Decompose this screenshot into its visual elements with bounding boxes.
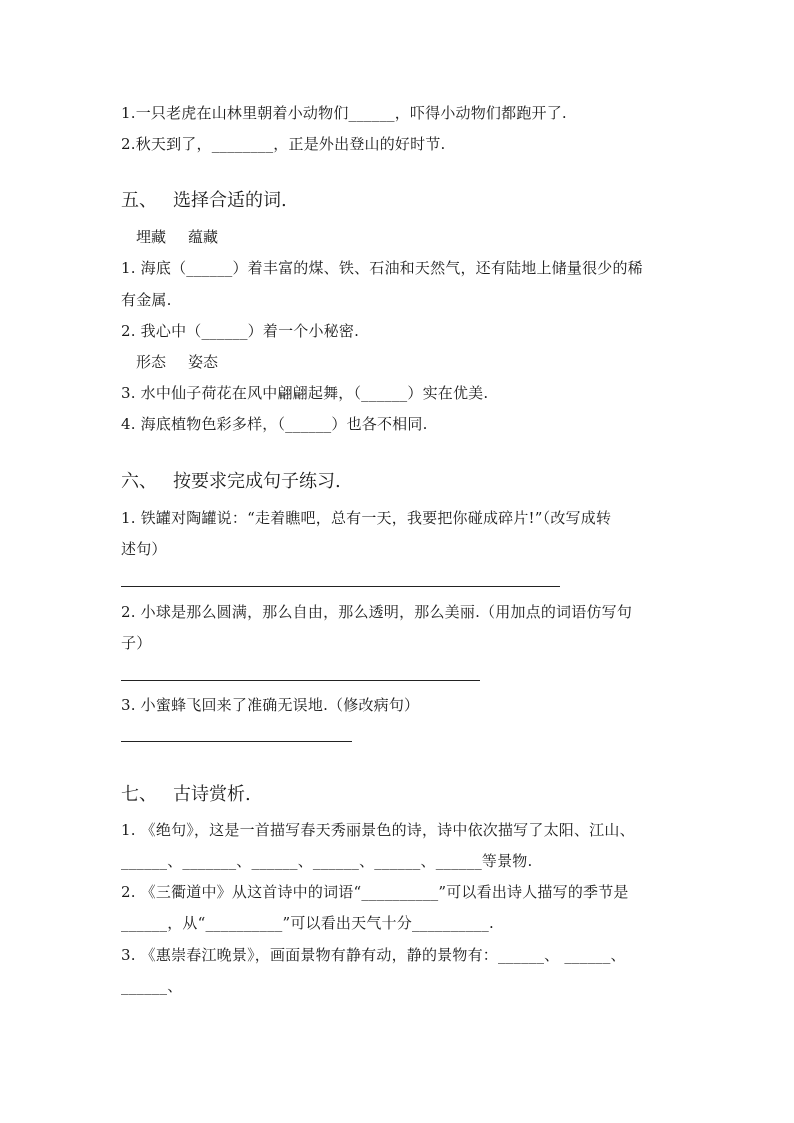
word-choice: 形态 [136, 353, 167, 371]
section-7-title: 古诗赏析. [173, 784, 251, 805]
section-6-title: 按要求完成句子练习. [173, 471, 341, 492]
s7-question-2-cont: ______，从“__________”可以看出天气十分__________. [121, 914, 494, 932]
s5-word-choices-1 [136, 227, 218, 247]
s5-question-4: 4. 海底植物色彩多样，（______）也各不相同. [121, 415, 428, 433]
s5-question-3: 3. 水中仙子荷花在风中翩翩起舞，（______）实在优美. [121, 384, 489, 402]
section-5-number: 五、 [121, 190, 157, 211]
answer-line-1[interactable] [121, 586, 560, 587]
s5-question-1: 1. 海底（______）着丰富的煤、铁、石油和天然气，还有陆地上储量很少的稀 [121, 259, 643, 277]
s7-question-1: 1. 《绝句》，这是一首描写春天秀丽景色的诗，诗中依次描写了太阳、江山、 [121, 821, 635, 839]
section-5-heading [121, 189, 287, 213]
section-6-number: 六、 [121, 471, 157, 492]
section-6-heading [121, 470, 341, 494]
section-7-number: 七、 [121, 784, 157, 805]
section-7-heading [121, 783, 251, 807]
s4-question-2: 2.秋天到了，________，正是外出登山的好时节. [121, 135, 446, 153]
s4-question-1: 1.一只老虎在山林里朝着小动物们______，吓得小动物们都跑开了. [121, 104, 567, 122]
s7-question-3-cont: ______、 [121, 977, 183, 995]
s6-question-2: 2. 小球是那么圆满，那么自由，那么透明，那么美丽.（用加点的词语仿写句 [121, 603, 633, 621]
s6-question-2-cont: 子） [121, 634, 152, 652]
section-5-title: 选择合适的词. [173, 190, 287, 211]
word-choice: 蕴藏 [188, 228, 219, 246]
word-choice: 姿态 [188, 353, 219, 371]
s7-question-1-cont: ______、_______、______、______、______、______等景物. [121, 852, 533, 870]
s6-question-3: 3. 小蜜蜂飞回来了准确无误地.（修改病句） [121, 696, 420, 714]
s5-question-2: 2. 我心中（______）着一个小秘密. [121, 322, 360, 340]
answer-line-2[interactable] [121, 680, 480, 681]
s5-question-1-cont: 有金属. [121, 291, 172, 309]
answer-line-3[interactable] [121, 741, 352, 742]
s5-word-choices-2 [136, 352, 218, 372]
s7-question-2: 2. 《三衢道中》从这首诗中的词语“__________”可以看出诗人描写的季节是 [121, 883, 629, 901]
s6-question-1-cont: 述句） [121, 540, 167, 558]
word-choice: 埋藏 [136, 228, 167, 246]
s6-question-1: 1. 铁罐对陶罐说：“走着瞧吧，总有一天，我要把你碰成碎片!”（改写成转 [121, 509, 612, 527]
s7-question-3: 3. 《惠崇春江晚景》，画面景物有静有动，静的景物有：______、 ______、 [121, 946, 626, 964]
